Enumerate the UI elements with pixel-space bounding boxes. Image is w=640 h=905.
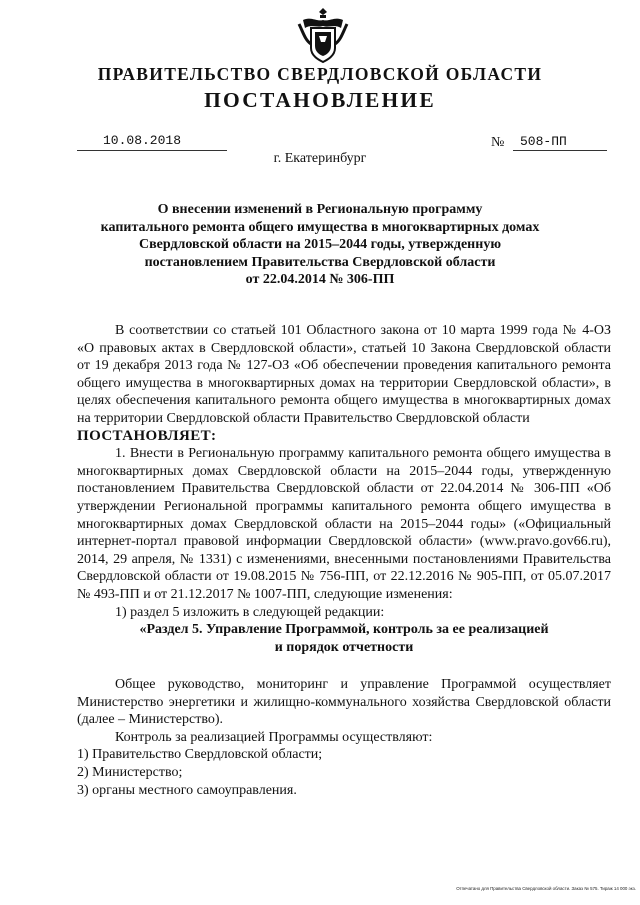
title-line: капитального ремонта общего имущества в многоквартирных домах	[100, 219, 540, 235]
print-note: Отпечатано для Правительства Свердловской области. Заказ № 575. Тираж 14 000 экз.	[456, 886, 636, 891]
control-item: 1) Правительство Свердловской области;	[77, 747, 323, 763]
item-1-paragraph: 1. Внести в Региональную программу капитального ремонта общего имущества в многоквартирных домах Свердловской области на 2015–2044 годы, утвержденную постановлением Правительства Свердловской области от 22.04.2014 № 306-ПП «Об утверждении Региональной программы капитального ремонта общего имущества в многоквартирных домах Свердловской области на 2015–2044 годы» («Официальный интернет-портал правовой информации Свердловской области» (www.pravo.gov66.ru), 2014, 29 апреля, № 1331) с изменениями, внесенными постановлениями Правительства Свердловской области от 19.08.2015 № 756-ПП, от 22.12.2016 № 905-ПП, от 05.07.2017 № 493-ПП и от 21.12.2017 № 1007-ПП, следующие изменения:	[77, 446, 611, 602]
decree-word: ПОСТАНОВЛЯЕТ:	[77, 427, 217, 444]
general-paragraph: Общее руководство, мониторинг и управление Программой осуществляет Министерство энергетики и жилищно-коммунального хозяйства Свердловской области (далее – Министерство).	[77, 677, 611, 728]
control-item: 2) Министерство;	[77, 765, 183, 781]
number-sign: №	[491, 135, 505, 150]
title-line: постановлением Правительства Свердловской области	[144, 254, 496, 270]
title-line: от 22.04.2014 № 306-ПП	[245, 272, 395, 287]
document-type: ПОСТАНОВЛЕНИЕ	[204, 88, 436, 112]
coat-of-arms-icon	[297, 6, 349, 64]
section-heading-cont: и порядок отчетности	[274, 639, 414, 655]
control-item: 3) органы местного самоуправления.	[77, 782, 297, 798]
control-intro: Контроль за реализацией Программы осуществляют:	[115, 729, 433, 745]
decree-date-value: 10.08.2018	[103, 133, 182, 148]
title-line: О внесении изменений в Региональную программу	[157, 202, 483, 217]
decree-number-value: 508-ПП	[520, 134, 567, 149]
city: г. Екатеринбург	[273, 151, 367, 166]
decree-number	[491, 133, 607, 151]
decree-date	[77, 133, 227, 151]
intro-paragraph: В соответствии со статьей 101 Областного закона от 10 марта 1999 года № 4-ОЗ «О правовых актах в Свердловской области», статьей 10 Закона Свердловской области от 19 декабря 2013 года № 127-ОЗ «Об обеспечении проведения капитального ремонта общего имущества в многоквартирных домах на территории Свердловской области», в целях обеспечения капитального ремонта общего имущества в многоквартирных домах на территории Свердловской области Правительство Свердловской области	[77, 323, 611, 426]
document-title	[90, 201, 550, 289]
title-line: Свердловской области на 2015–2044 годы, утвержденную	[138, 237, 502, 252]
government-name: ПРАВИТЕЛЬСТВО СВЕРДЛОВСКОЙ ОБЛАСТИ	[97, 64, 543, 84]
subitem-1: 1) раздел 5 изложить в следующей редакции:	[115, 604, 385, 620]
document-body	[77, 322, 611, 799]
section-heading: «Раздел 5. Управление Программой, контроль за ее реализацией	[139, 622, 549, 638]
spacer	[77, 656, 611, 676]
